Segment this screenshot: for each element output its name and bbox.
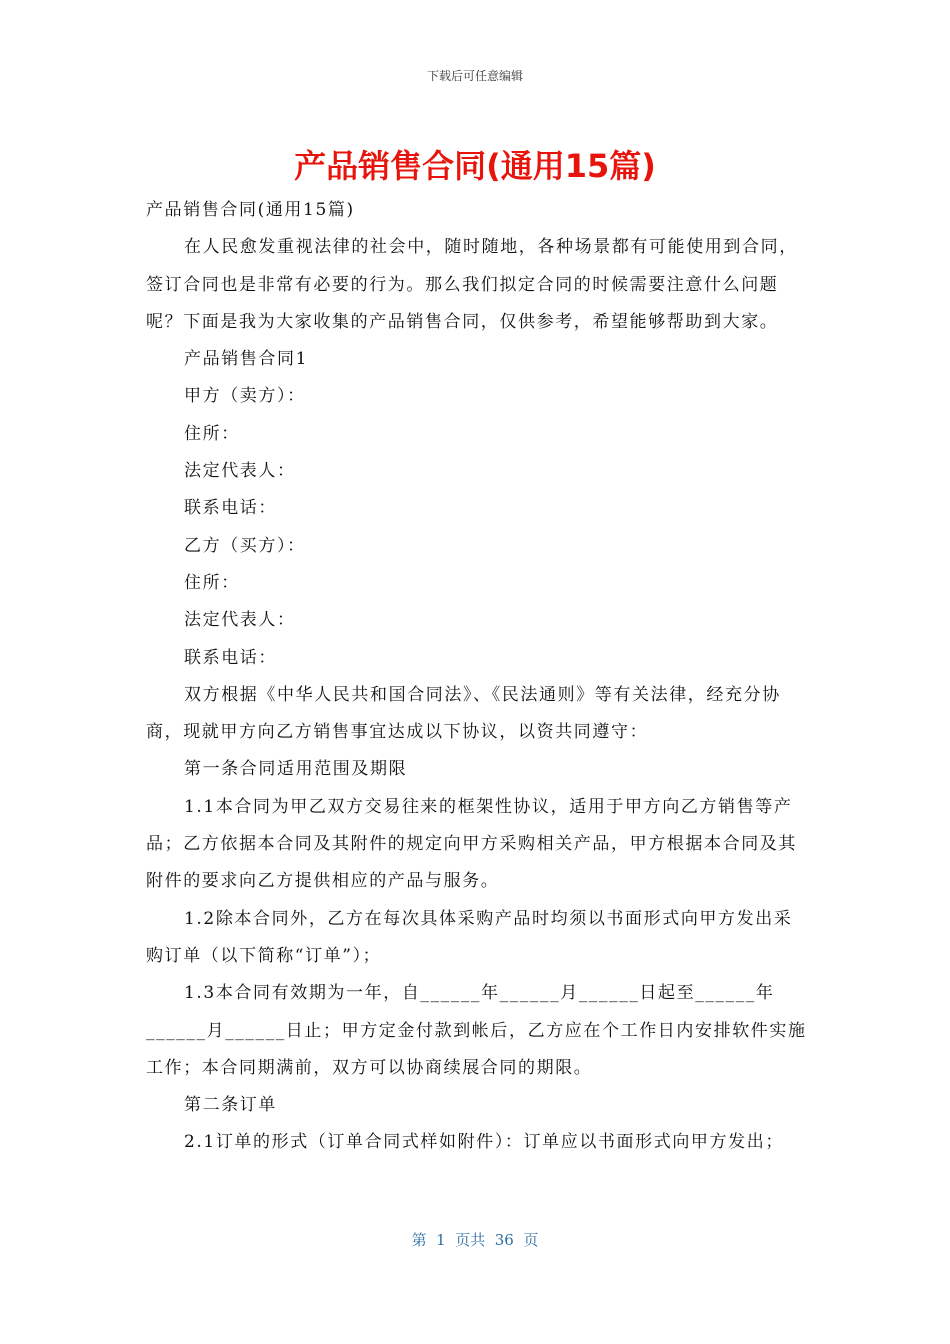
paragraph: 住所：: [184, 423, 240, 444]
paragraph: 住所：: [184, 572, 240, 593]
paragraph: 2.1订单的形式（订单合同式样如附件）：订单应以书面形式向甲方发出；: [184, 1132, 784, 1153]
paragraph: 联系电话：: [184, 498, 277, 519]
paragraph: 在人民愈发重视法律的社会中，随时随地，各种场景都有可能使用到合同，签订合同也是非常有必要的行为。那么我们拟定合同的时候需要注意什么问题呢？下面是我为大家收集的产品销售合同，仅供参考，希望能够帮助到大家。: [146, 237, 798, 332]
paragraph: 1.1本合同为甲乙双方交易往来的框架性协议，适用于甲方向乙方销售等产品；乙方依据本合同及其附件的规定向甲方采购相关产品，甲方根据本合同及其附件的要求向乙方提供相应的产品与服务。: [146, 796, 797, 892]
paragraph: 1.2除本合同外，乙方在每次具体采购产品时均须以书面形式向甲方发出采购订单（以下简称“订单”）；: [146, 908, 793, 966]
paragraph: 第一条合同适用范围及期限: [184, 759, 408, 780]
paragraph: 双方根据《中华人民共和国合同法》、《民法通则》等有关法律，经充分协商，现就甲方向乙方销售事宜达成以下协议，以资共同遵守：: [146, 684, 781, 743]
paragraph: 甲方（卖方）：: [184, 386, 306, 407]
page-number-footer: 第 1 页共 36 页: [411, 1231, 539, 1249]
paragraph: 第二条订单: [184, 1095, 277, 1116]
document-title: 产品销售合同(通用15篇): [294, 147, 656, 185]
page-header-note: 下载后可任意编辑: [426, 69, 523, 83]
paragraph: 产品销售合同1: [184, 349, 309, 370]
paragraph: 乙方（买方）：: [184, 535, 306, 556]
paragraph: 法定代表人：: [184, 461, 296, 482]
paragraph: 法定代表人：: [184, 610, 296, 631]
document-body: [146, 192, 808, 1162]
paragraph: 产品销售合同(通用15篇): [146, 200, 355, 220]
paragraph: 联系电话：: [184, 647, 277, 668]
paragraph: 1.3本合同有效期为一年，自______年______月______日起至______年______月______日止；甲方定金付款到帐后，乙方应在个工作日内安排软件实施工作；本合同期满前，双方可以协商续展合同的期限。: [146, 983, 807, 1078]
